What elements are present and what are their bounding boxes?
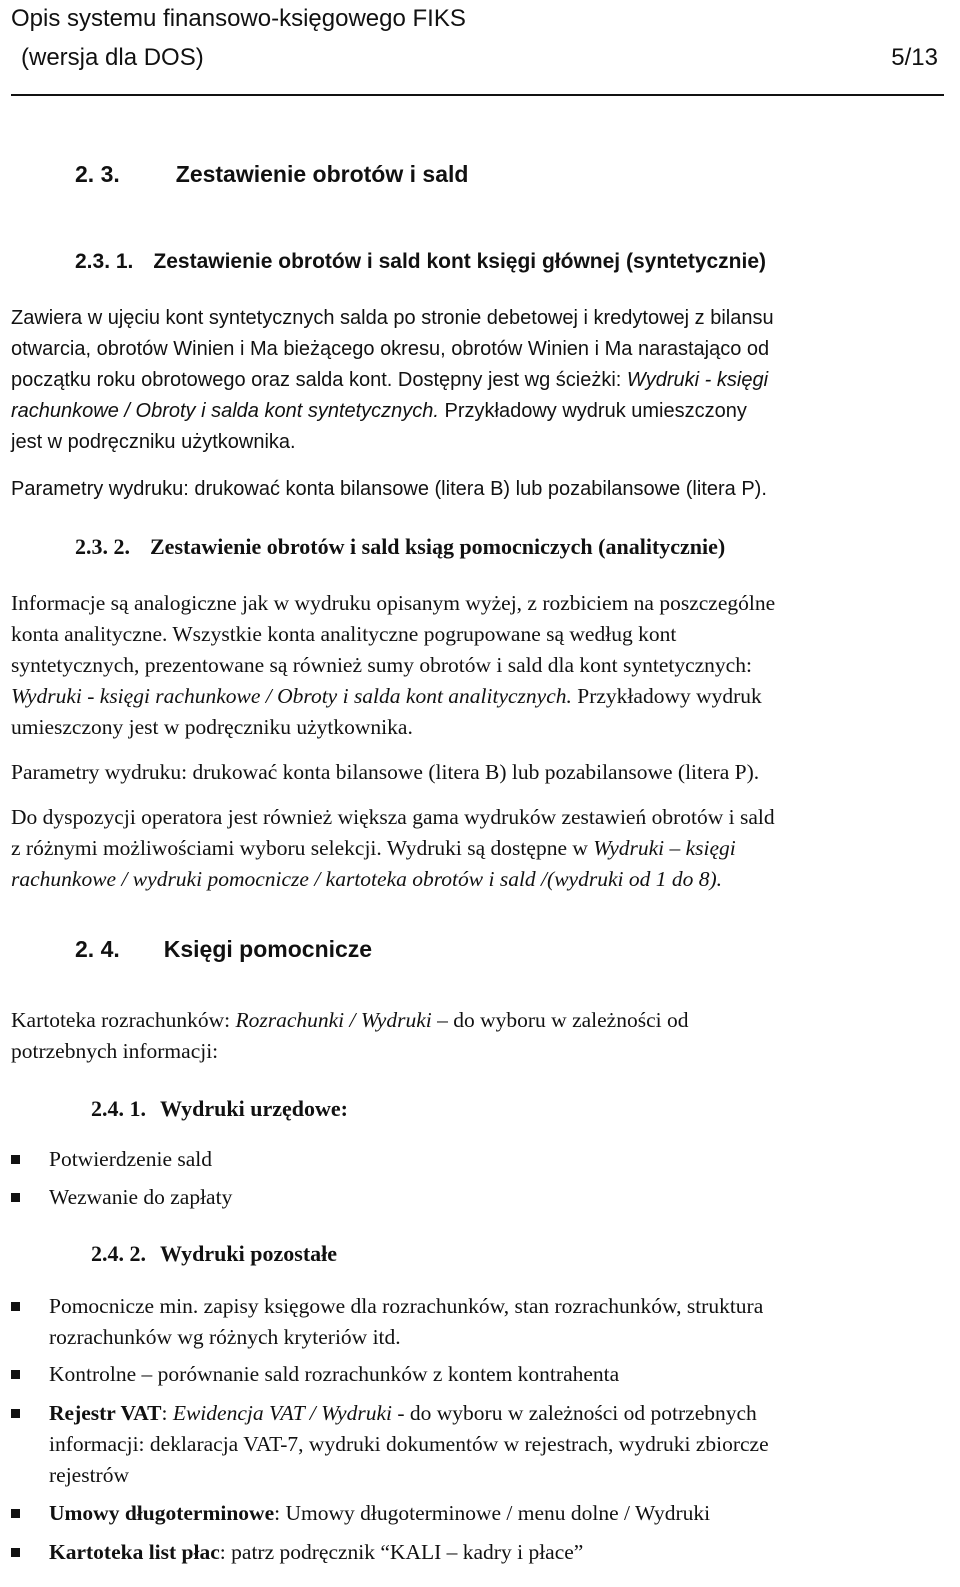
section-2-3-1-heading [75, 250, 766, 274]
text-line: konta analityczne. Wszystkie konta analityczne pogrupowane są według kont [11, 622, 677, 646]
text-line: : Umowy długoterminowe / menu dolne / Wydruki [274, 1501, 711, 1525]
text-line: : [161, 1401, 173, 1425]
section-title: Wydruki urzędowe: [160, 1096, 349, 1121]
text-line: jest w podręczniku użytkownika. [11, 431, 296, 453]
section-2-3-1-body [11, 303, 951, 458]
section-2-4-1-heading [91, 1096, 348, 1122]
text-line: potrzebnych informacji: [11, 1039, 219, 1063]
menu-path: Wydruki - księgi rachunkowe / Obroty i salda kont analitycznych. [11, 684, 572, 708]
text-line: Informacje są analogiczne jak w wydruku opisanym wyżej, z rozbiciem na poszczególne [11, 591, 776, 615]
bullet-icon [11, 1548, 20, 1557]
text-line: Przykładowy wydruk [571, 684, 762, 708]
text-line: Przykładowy wydruk umieszczony [438, 400, 747, 422]
text-line: syntetycznych, prezentowane są również sumy obrotów i sald dla kont syntetycznych: [11, 653, 752, 677]
menu-path: rachunkowe / Obroty i salda kont syntetycznych. [11, 400, 439, 422]
text-line: informacji: deklaracja VAT-7, wydruki dokumentów w rejestrach, wydruki zbiorcze [49, 1432, 769, 1456]
section-2-4-heading [75, 936, 372, 963]
list-item-text: Wezwanie do zapłaty [49, 1185, 233, 1209]
list-item-text [49, 1498, 949, 1529]
list-item-text [49, 1398, 949, 1491]
list-item-text: Potwierdzenie sald [49, 1147, 212, 1171]
section-2-3-2-params [11, 757, 951, 788]
term: Umowy długoterminowe [49, 1501, 275, 1525]
text-line: Zawiera w ujęciu kont syntetycznych salda po stronie debetowej i kredytowej z bilansu [11, 307, 774, 329]
bullet-icon [11, 1193, 20, 1202]
text-line: Do dyspozycji operatora jest również większa gama wydruków zestawień obrotów i sald [11, 805, 775, 829]
section-title: Zestawienie obrotów i sald ksiąg pomocniczych (analitycznie) [150, 534, 726, 559]
section-number: 2.3. 1. [75, 250, 134, 273]
section-2-4-2-heading [91, 1241, 337, 1267]
section-2-3-1-params [11, 474, 951, 505]
list-item-text [49, 1291, 949, 1353]
bullet-icon [11, 1155, 20, 1164]
text-line: Pomocnicze min. zapisy księgowe dla rozrachunków, stan rozrachunków, struktura [49, 1294, 764, 1318]
section-title: Zestawienie obrotów i sald kont księgi głównej (syntetycznie) [153, 250, 767, 273]
menu-path: Rozrachunki / Wydruki [235, 1008, 432, 1032]
text-line: z różnymi możliwościami wyboru selekcji. Wydruki są dostępne w [11, 836, 594, 860]
term: Kartoteka list płac [49, 1540, 220, 1564]
list-item-text [49, 1537, 949, 1568]
text-line: Kartoteka rozrachunków: [11, 1008, 236, 1032]
text-line: : patrz podręcznik “KALI – kadry i płace” [219, 1540, 584, 1564]
section-number: 2. 4. [75, 936, 120, 962]
section-number: 2.3. 2. [75, 534, 130, 559]
list-item-text: Kontrolne – porównanie sald rozrachunków z kontem kontrahenta [49, 1362, 620, 1386]
menu-path: Wydruki - księgi [626, 369, 769, 391]
section-number: 2. 3. [75, 161, 120, 187]
term: Rejestr VAT [49, 1401, 162, 1425]
text-line: Parametry wydruku: drukować konta bilansowe (litera B) lub pozabilansowe (litera P). [11, 478, 767, 500]
menu-path: Wydruki – księgi [593, 836, 736, 860]
section-title: Księgi pomocnicze [163, 936, 373, 962]
text-line: umieszczony jest w podręczniku użytkownika. [11, 715, 413, 739]
bullet-icon [11, 1302, 20, 1311]
document-title: Opis systemu finansowo-księgowego FIKS [11, 5, 466, 32]
bullet-icon [11, 1370, 20, 1379]
section-2-4-body [11, 1005, 951, 1067]
text-line: otwarcia, obrotów Winien i Ma bieżącego okresu, obrotów Winien i Ma narastająco od [11, 338, 770, 360]
text-line: rozrachunków wg różnych kryteriów itd. [49, 1325, 401, 1349]
document-subtitle: (wersja dla DOS) [21, 44, 204, 71]
text-line: - do wyboru w zależności od potrzebnych [392, 1401, 757, 1425]
page-number: 5/13 [891, 44, 938, 71]
menu-path: rachunkowe / wydruki pomocnicze / kartoteka obrotów i sald /(wydruki od 1 do 8). [11, 867, 722, 891]
section-title: Wydruki pozostałe [160, 1241, 338, 1266]
bullet-icon [11, 1409, 20, 1418]
section-2-3-2-heading [75, 534, 725, 560]
text-line: rejestrów [49, 1463, 129, 1487]
page-header [11, 0, 944, 96]
bullet-icon [11, 1509, 20, 1518]
text-line: Parametry wydruku: drukować konta bilansowe (litera B) lub pozabilansowe (litera P). [11, 760, 760, 784]
section-title: Zestawienie obrotów i sald [175, 161, 469, 187]
section-2-3-2-body [11, 588, 951, 743]
text-line: początku roku obrotowego oraz salda kont. Dostępny jest wg ścieżki: [11, 369, 627, 391]
menu-path: Ewidencja VAT / Wydruki [172, 1401, 392, 1425]
section-number: 2.4. 2. [91, 1241, 146, 1266]
section-number: 2.4. 1. [91, 1096, 146, 1121]
section-2-3-heading [75, 161, 468, 188]
text-line: – do wyboru w zależności od [431, 1008, 689, 1032]
section-2-3-2-more [11, 802, 951, 895]
